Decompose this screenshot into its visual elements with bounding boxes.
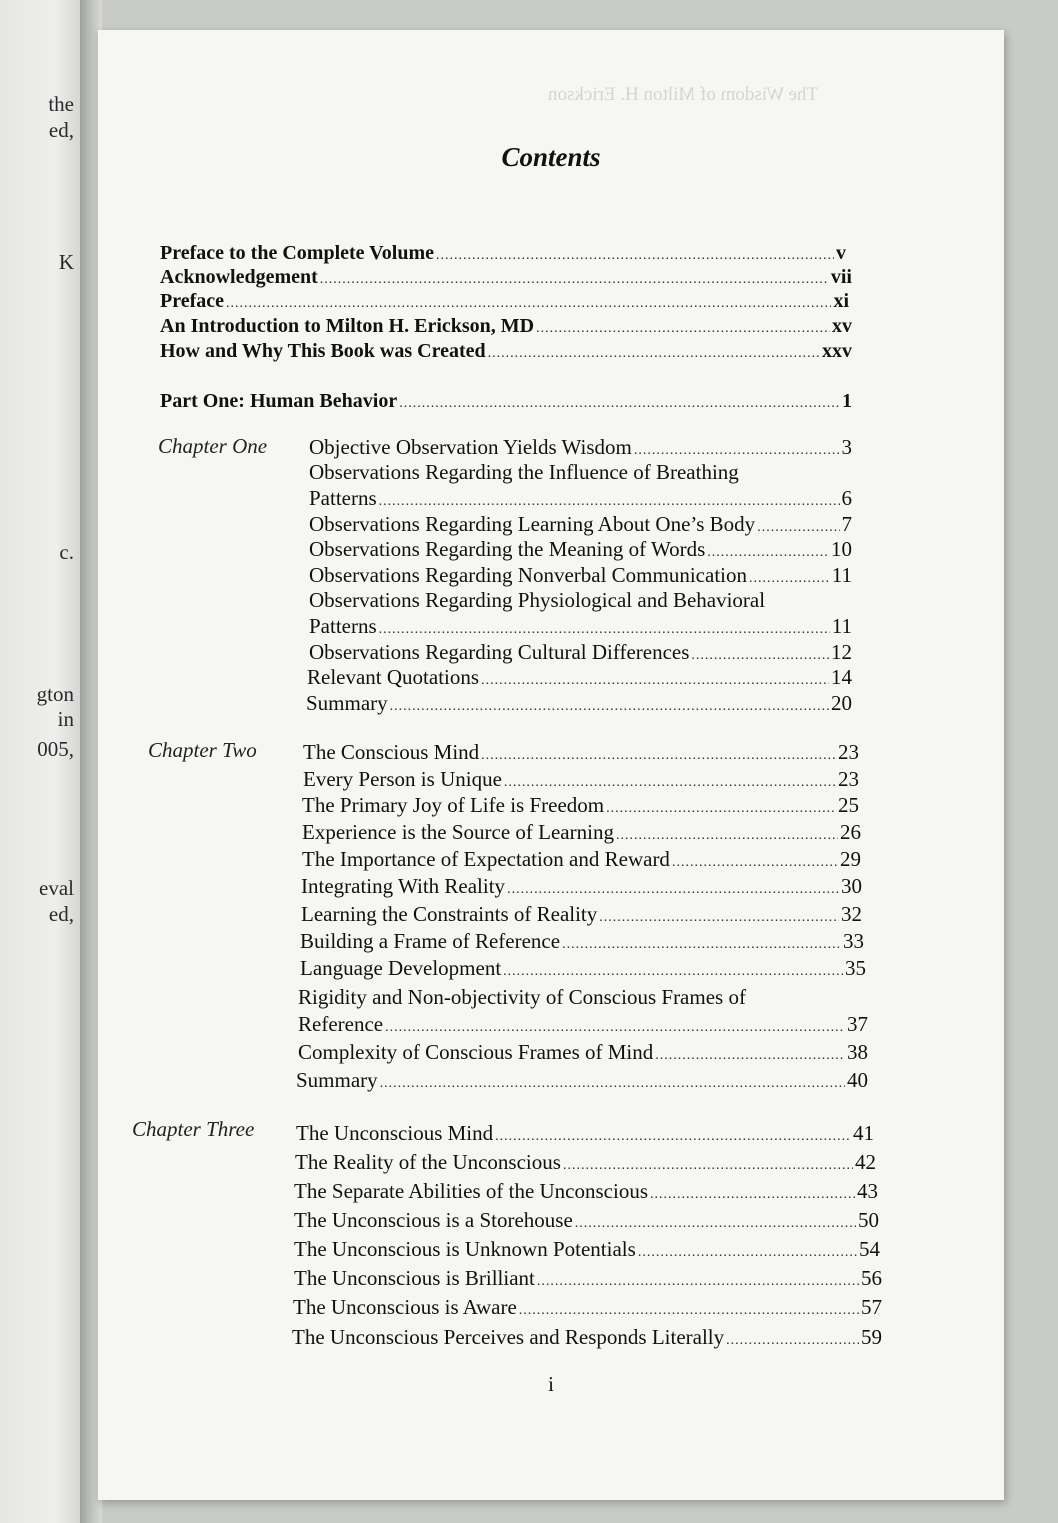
dot-leader [537, 1274, 859, 1290]
toc-entry-page: 37 [847, 1012, 868, 1036]
toc-entry[interactable] [298, 1012, 868, 1037]
dot-leader [634, 443, 840, 459]
show-through-text: The Wisdom of Milton H. Erickson [548, 84, 819, 105]
toc-entry[interactable] [294, 1208, 879, 1233]
contents-page [98, 30, 1004, 1500]
toc-entry-label: Observations Regarding the Meaning of Words [309, 537, 706, 561]
toc-entry-label: How and Why This Book was Created [160, 340, 486, 362]
toc-entry-label: The Reality of the Unconscious [295, 1150, 561, 1174]
toc-entry-page: 33 [843, 929, 864, 953]
toc-entry-label: The Unconscious is a Storehouse [294, 1208, 573, 1232]
dot-leader [436, 248, 834, 264]
toc-entry-label: The Unconscious Perceives and Responds Literally [292, 1325, 725, 1349]
toc-entry-page: 1 [842, 390, 852, 412]
toc-entry[interactable] [294, 1179, 878, 1204]
toc-entry-label: Learning the Constraints of Reality [301, 902, 598, 926]
toc-entry-label: Summary [296, 1068, 378, 1092]
dot-leader [691, 648, 829, 664]
dot-leader [320, 272, 829, 288]
toc-entry-label: An Introduction to Milton H. Erickson, MD [160, 315, 535, 337]
page-title: Contents [501, 142, 601, 172]
toc-entry-page: 26 [840, 820, 861, 844]
toc-entry[interactable] [296, 1068, 868, 1093]
toc-entry-part[interactable] [160, 390, 852, 413]
toc-entry-page: 38 [847, 1040, 868, 1064]
toc-entry-page: 54 [859, 1237, 880, 1261]
toc-entry-page: vii [830, 266, 852, 288]
toc-entry-label: The Importance of Expectation and Reward [302, 847, 670, 871]
toc-entry-front-matter[interactable] [160, 340, 852, 363]
dot-leader [672, 855, 838, 871]
toc-entry-page: 3 [841, 435, 852, 459]
dot-leader [380, 1076, 845, 1092]
toc-entry[interactable] [307, 665, 852, 690]
toc-entry-label: Complexity of Conscious Frames of Mind [298, 1040, 654, 1064]
toc-entry-page: 10 [831, 537, 852, 561]
dot-leader [385, 1020, 845, 1036]
left-page-fragment: ed, [48, 902, 74, 926]
toc-entry-page: 40 [847, 1068, 868, 1092]
dot-leader [379, 494, 840, 510]
toc-entry-label: Part One: Human Behavior [160, 390, 398, 412]
dot-leader [749, 571, 830, 587]
dot-leader [726, 1333, 859, 1349]
toc-entry-label-line1[interactable]: Observations Regarding the Influence of Breathing [309, 460, 739, 484]
toc-entry-label: The Unconscious is Brilliant [294, 1266, 535, 1290]
toc-entry[interactable] [309, 537, 852, 562]
toc-entry-label: Preface [160, 290, 225, 312]
dot-leader [481, 748, 836, 764]
toc-entry-page: 29 [840, 847, 861, 871]
toc-entry-page: 59 [861, 1325, 882, 1349]
dot-leader [495, 1129, 851, 1145]
toc-entry-label: Observations Regarding Nonverbal Communication [309, 563, 747, 587]
toc-entry-label: Patterns [309, 614, 377, 638]
left-page-fragment: eval [39, 876, 74, 900]
toc-entry-page: 7 [841, 512, 852, 536]
toc-entry-page: xi [833, 290, 849, 312]
toc-entry-front-matter[interactable] [160, 315, 852, 338]
toc-entry-label: Every Person is Unique [303, 767, 502, 791]
page-number: i [548, 1372, 554, 1396]
toc-entry[interactable] [298, 1040, 868, 1065]
dot-leader [638, 1245, 857, 1261]
toc-entry-label: Summary [306, 691, 388, 715]
toc-entry-page: 32 [841, 902, 862, 926]
left-page-fragment: the [48, 92, 74, 116]
toc-entry-page: 20 [831, 691, 852, 715]
toc-entry-label: Reference [298, 1012, 384, 1036]
toc-entry-label: The Separate Abilities of the Unconscious [294, 1179, 648, 1203]
toc-entry-page: 23 [838, 740, 859, 764]
toc-entry[interactable] [303, 740, 859, 765]
toc-entry-label: Building a Frame of Reference [300, 929, 561, 953]
toc-entry-label: The Primary Joy of Life is Freedom [302, 793, 605, 817]
toc-entry-label: Patterns [309, 486, 377, 510]
dot-leader [481, 673, 829, 689]
dot-leader [655, 1048, 845, 1064]
dot-leader [503, 964, 843, 980]
toc-entry[interactable] [300, 929, 864, 954]
dot-leader [616, 828, 838, 844]
toc-entry-label: The Unconscious is Unknown Potentials [294, 1237, 636, 1261]
toc-entry-label: The Conscious Mind [303, 740, 480, 764]
toc-entry-page: 30 [841, 874, 862, 898]
toc-entry[interactable] [302, 820, 861, 845]
toc-entry[interactable] [302, 847, 861, 872]
dot-leader [562, 937, 841, 953]
toc-entry[interactable] [306, 691, 852, 716]
dot-leader [757, 520, 839, 536]
toc-entry[interactable] [309, 435, 852, 460]
toc-entry[interactable] [292, 1325, 882, 1350]
toc-entry[interactable] [296, 1121, 874, 1146]
toc-entry-page: 41 [853, 1121, 874, 1145]
dot-leader [399, 396, 840, 412]
dot-leader [504, 775, 836, 791]
dot-leader [563, 1158, 853, 1174]
dot-leader [519, 1303, 859, 1319]
left-page-fragment: in [57, 707, 74, 731]
toc-entry-label: The Unconscious is Aware [293, 1295, 517, 1319]
left-page-fragment: 005, [37, 737, 74, 761]
toc-entry-page: xxv [822, 340, 852, 362]
toc-entry-page: 56 [861, 1266, 882, 1290]
toc-entry-label: The Unconscious Mind [296, 1121, 494, 1145]
dot-leader [606, 801, 836, 817]
toc-entry[interactable] [294, 1237, 880, 1262]
toc-entry-label: Acknowledgement [160, 266, 318, 288]
toc-entry-label: Relevant Quotations [307, 665, 480, 689]
toc-entry-page: 14 [831, 665, 852, 689]
toc-entry-label-line1[interactable]: Observations Regarding Physiological and Behavioral [309, 588, 766, 612]
toc-entry[interactable] [309, 640, 852, 665]
toc-entry-page: 35 [845, 956, 866, 980]
toc-entry[interactable] [302, 793, 859, 818]
chapter-label: Chapter Two [148, 738, 257, 762]
dot-leader [390, 699, 829, 715]
toc-entry[interactable] [309, 563, 852, 588]
toc-entry-label: Observations Regarding Cultural Differences [309, 640, 690, 664]
toc-entry-page: 43 [857, 1179, 878, 1203]
toc-entry-page: 42 [855, 1150, 876, 1174]
toc-entry[interactable] [301, 874, 862, 899]
toc-entry-label: Experience is the Source of Learning [302, 820, 614, 844]
dot-leader [650, 1187, 855, 1203]
toc-entry[interactable] [293, 1295, 882, 1320]
toc-entry-label: Language Development [300, 956, 502, 980]
toc-entry-page: 6 [841, 486, 852, 510]
toc-entry[interactable] [294, 1266, 882, 1291]
toc-entry[interactable] [295, 1150, 876, 1175]
toc-entry-page: v [836, 242, 846, 264]
toc-entry[interactable] [309, 512, 852, 537]
toc-entry-front-matter[interactable] [160, 290, 849, 313]
toc-entry-label: Integrating With Reality [301, 874, 506, 898]
toc-entry-page: 23 [838, 767, 859, 791]
left-page-fragment: c. [59, 540, 74, 564]
toc-entry[interactable] [301, 902, 862, 927]
dot-leader [575, 1216, 856, 1232]
toc-entry-page: 12 [831, 640, 852, 664]
toc-entry-page: 11 [831, 563, 852, 587]
chapter-label: Chapter One [158, 434, 268, 458]
left-page-fragment: ed, [48, 118, 74, 142]
left-page-fragment: gton [36, 682, 74, 706]
dot-leader [488, 346, 820, 362]
toc-entry-page: xv [832, 315, 852, 337]
toc-entry-page: 11 [831, 614, 852, 638]
toc-entry-label: Objective Observation Yields Wisdom [309, 435, 632, 459]
toc-entry-front-matter[interactable] [160, 266, 852, 289]
toc-entry-label-line1[interactable]: Rigidity and Non-objectivity of Conscious Frames of [298, 985, 746, 1009]
toc-entry-label: Preface to the Complete Volume [160, 242, 435, 264]
dot-leader [536, 321, 830, 337]
dot-leader [507, 882, 839, 898]
toc-entry-page: 50 [858, 1208, 879, 1232]
dot-leader [599, 910, 839, 926]
toc-entry-label: Observations Regarding Learning About One’s Body [309, 512, 756, 536]
toc-entry-page: 57 [861, 1295, 882, 1319]
dot-leader [379, 622, 830, 638]
left-page-fragment: K [58, 250, 74, 274]
left-page-edge [0, 0, 80, 1523]
toc-entry[interactable] [309, 486, 852, 511]
dot-leader [707, 545, 829, 561]
toc-entry-front-matter[interactable] [160, 242, 846, 265]
dot-leader [226, 296, 831, 312]
toc-entry[interactable] [300, 956, 866, 981]
toc-entry-page: 25 [838, 793, 859, 817]
toc-entry[interactable] [303, 767, 859, 792]
chapter-label: Chapter Three [132, 1117, 255, 1141]
toc-entry[interactable] [309, 614, 852, 639]
